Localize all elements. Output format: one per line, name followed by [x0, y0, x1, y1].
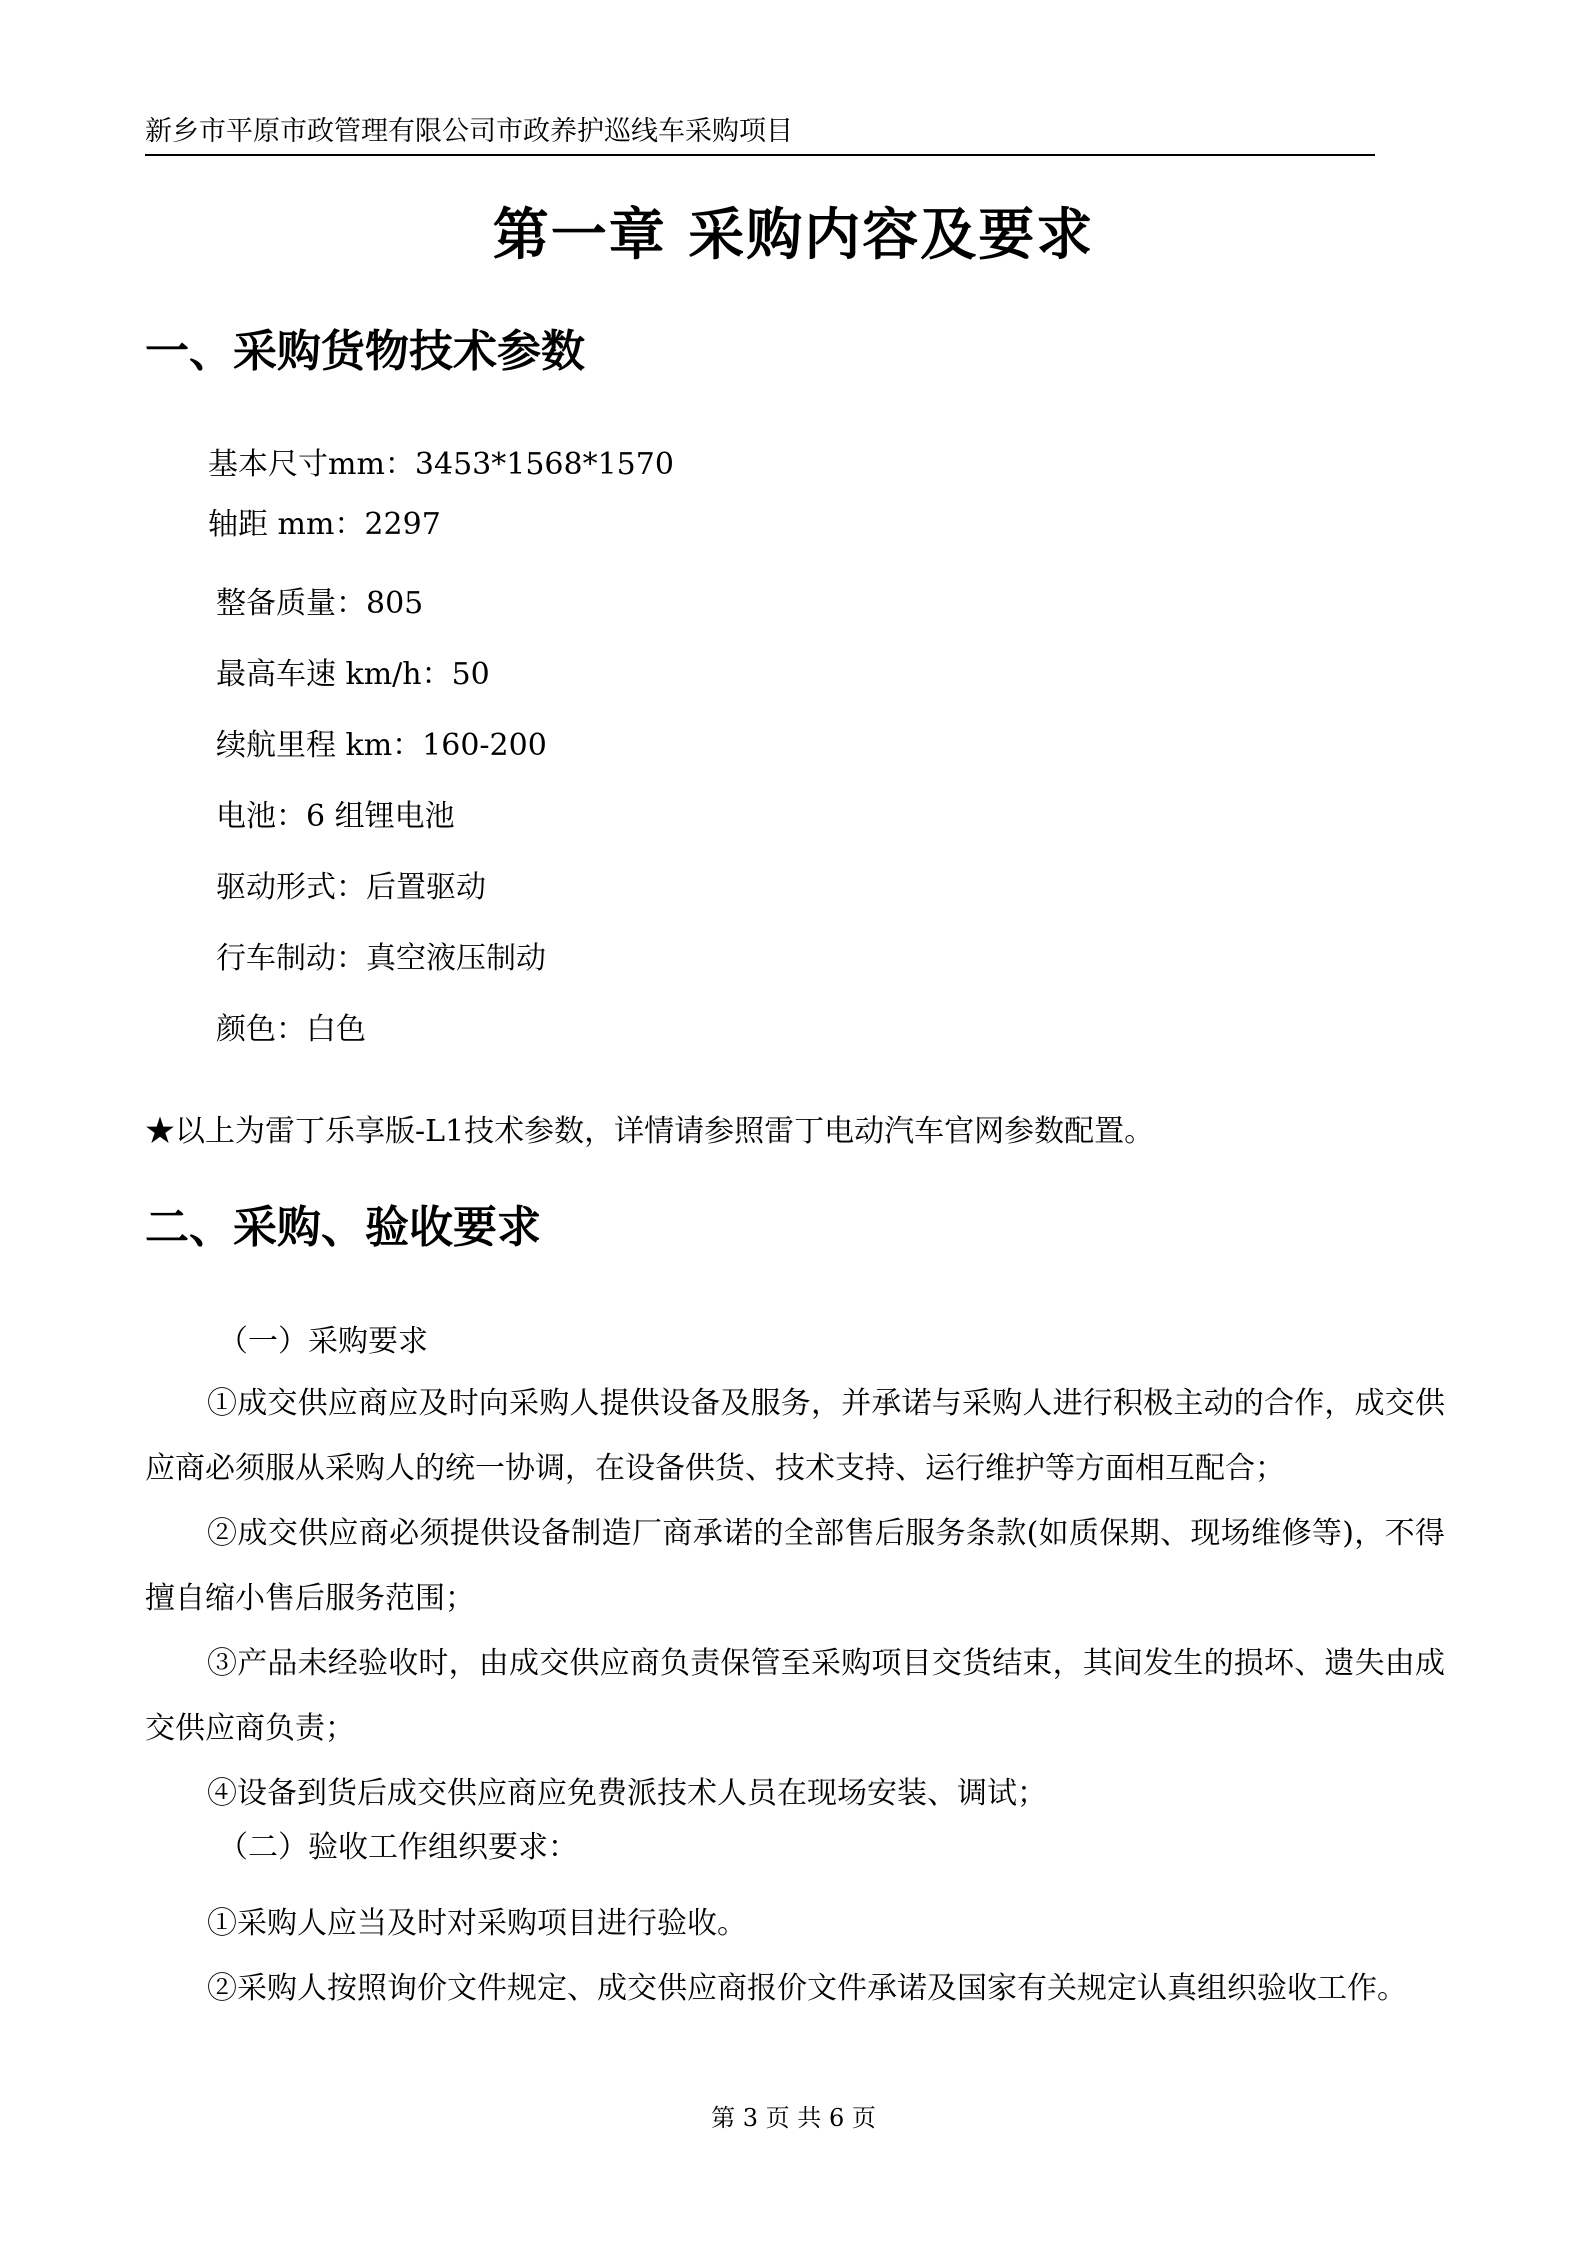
spec-battery: 电池：6 组锂电池	[216, 799, 455, 834]
spec-color: 颜色：白色	[216, 1012, 366, 1047]
section-1-title: 一、采购货物技术参数	[145, 326, 585, 377]
spec-max-speed: 最高车速 km/h：50	[216, 657, 490, 692]
requirement-item-3: ③产品未经验收时，由成交供应商负责保管至采购项目交货结束，其间发生的损坏、遗失由成交供应商负责；	[145, 1646, 1445, 1746]
chapter-title: 第一章 采购内容及要求	[492, 203, 1095, 268]
spec-wheelbase: 轴距 mm：2297	[208, 507, 441, 542]
acceptance-item-2: ②采购人按照询价文件规定、成交供应商报价文件承诺及国家有关规定认真组织验收工作。	[207, 1971, 1407, 2006]
spec-dimensions: 基本尺寸mm：3453*1568*1570	[208, 447, 674, 482]
page-header: 新乡市平原市政管理有限公司市政养护巡线车采购项目	[145, 112, 1375, 156]
subsection-procurement-requirements: （一）采购要求	[218, 1324, 428, 1359]
section-2-title: 二、采购、验收要求	[145, 1202, 541, 1253]
spec-drive-type: 驱动形式：后置驱动	[216, 870, 486, 905]
requirement-item-2: ②成交供应商必须提供设备制造厂商承诺的全部售后服务条款(如质保期、现场维修等)，不得擅自缩小售后服务范围；	[145, 1516, 1445, 1616]
requirement-item-1: ①成交供应商应及时向采购人提供设备及服务，并承诺与采购人进行积极主动的合作，成交供应商必须服从采购人的统一协调，在设备供货、技术支持、运行维护等方面相互配合；	[145, 1386, 1445, 1486]
spec-range: 续航里程 km：160-200	[216, 728, 547, 763]
requirement-item-4: ④设备到货后成交供应商应免费派技术人员在现场安装、调试；	[207, 1776, 1047, 1811]
page-number: 第 3 页 共 6 页	[711, 2104, 876, 2132]
subsection-acceptance-requirements: （二）验收工作组织要求：	[218, 1830, 578, 1865]
acceptance-item-1: ①采购人应当及时对采购项目进行验收。	[207, 1906, 747, 1941]
spec-curb-weight: 整备质量：805	[216, 586, 424, 621]
spec-brake: 行车制动：真空液压制动	[216, 941, 546, 976]
spec-note: ★以上为雷丁乐享版-L1技术参数，详情请参照雷丁电动汽车官网参数配置。	[145, 1114, 1155, 1149]
